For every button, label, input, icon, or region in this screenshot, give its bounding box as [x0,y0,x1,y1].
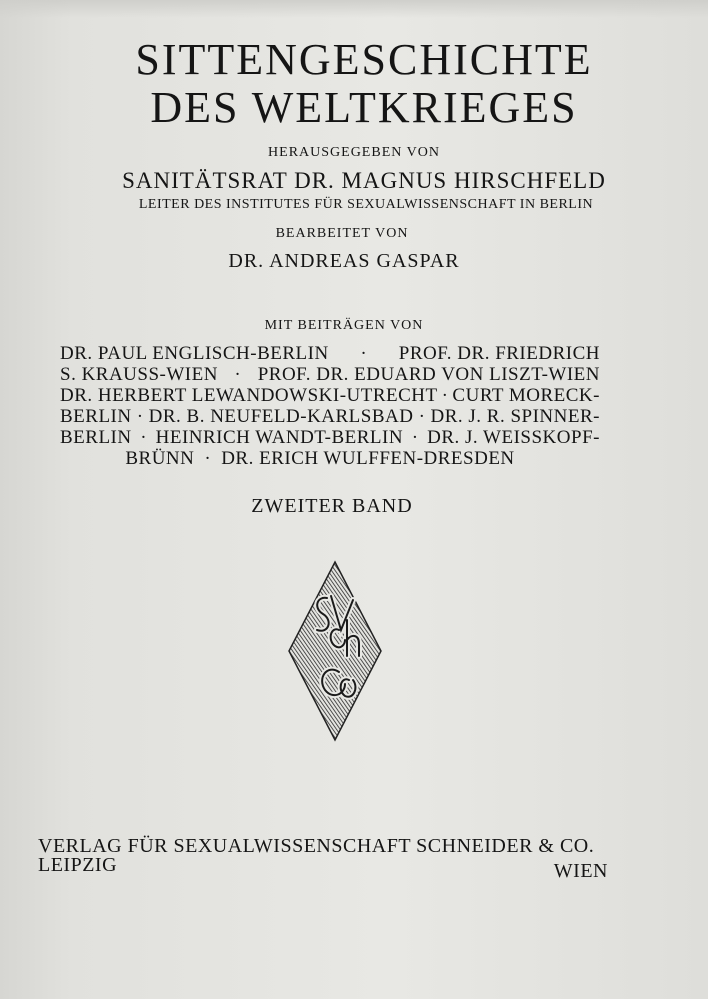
contributor-name: BERLIN [60,427,132,448]
contributor-line [60,427,600,448]
publisher-name: VERLAG FÜR SEXUALWISSENSCHAFT SCHNEIDER & CO. [38,835,595,857]
contributor-line [60,343,600,364]
separator-dot: · [204,448,212,469]
separator-dot: · [360,343,368,364]
contributors-intro: MIT BEITRÄGEN VON [264,318,424,333]
contributor-name: S. KRAUSS-WIEN [60,364,218,385]
contributor-name: DR. PAUL ENGLISCH-BERLIN [60,343,329,364]
separator-dot: · [136,406,144,427]
contributor-line [50,448,590,469]
separator-dot: · [140,427,148,448]
contributor-name: DR. B. NEUFELD-KARLSBAD [148,406,414,427]
publisher-logo-icon [287,560,383,742]
separator-dot: · [234,364,242,385]
volume-label: ZWEITER BAND [251,495,413,517]
contributor-line [60,364,600,385]
contributor-name: BERLIN [60,406,132,427]
contributor-line [60,385,600,406]
contributor-line [60,406,600,427]
contributor-name: CURT MORECK- [452,385,600,406]
publisher-city-right: WIEN [553,860,608,882]
publisher-city-left: LEIPZIG [38,854,118,876]
contributor-name: DR. J. R. SPINNER- [430,406,600,427]
contributor-name: BRÜNN [125,448,195,469]
separator-dot: · [441,385,449,406]
contributor-name: HEINRICH WANDT-BERLIN [155,427,404,448]
editor-intro: HERAUSGEGEBEN VON [268,145,440,160]
book-title-line-2: DES WELTKRIEGES [150,83,578,132]
contributor-name: DR. J. WEISSKOPF- [427,427,600,448]
page-shadow [0,0,708,18]
arranger-name: DR. ANDREAS GASPAR [228,250,460,272]
separator-dot: · [411,427,419,448]
contributor-name: DR. HERBERT LEWANDOWSKI-UTRECHT [60,385,438,406]
contributor-name: PROF. DR. FRIEDRICH [398,343,600,364]
contributor-name: DR. ERICH WULFFEN-DRESDEN [221,448,515,469]
editor-position: LEITER DES INSTITUTES FÜR SEXUALWISSENSCHAFT IN BERLIN [138,197,594,212]
separator-dot: · [418,406,426,427]
book-title-line-1: SITTENGESCHICHTE [135,35,593,84]
editor-name: SANITÄTSRAT DR. MAGNUS HIRSCHFELD [122,168,606,193]
contributor-name: PROF. DR. EDUARD VON LISZT-WIEN [257,364,600,385]
arranger-intro: BEARBEITET VON [275,226,409,241]
